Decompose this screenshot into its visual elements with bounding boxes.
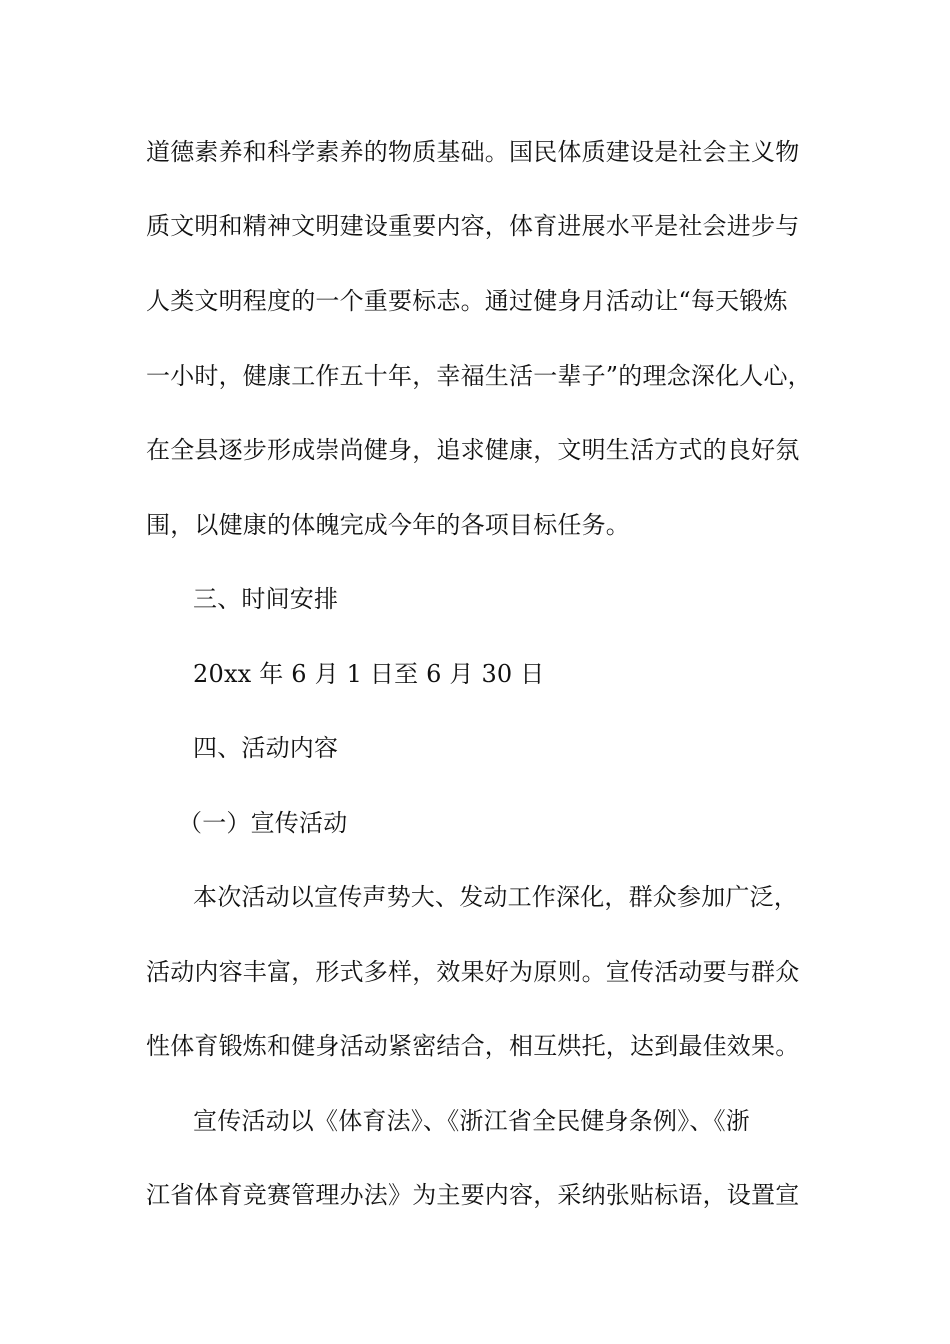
schedule-date-range: 20xx 年 6 月 1 日至 6 月 30 日 bbox=[193, 660, 545, 688]
subsection-heading-publicity: （一）宣传活动 bbox=[178, 809, 348, 837]
paragraph-line: 江省体育竞赛管理办法》为主要内容，采纳张贴标语，设置宣 bbox=[146, 1181, 800, 1209]
paragraph-line: 围，以健康的体魄完成今年的各项目标任务。 bbox=[146, 511, 630, 539]
paragraph-line: 道德素养和科学素养的物质基础。国民体质建设是社会主义物 bbox=[146, 138, 800, 166]
section-heading-activities: 四、活动内容 bbox=[193, 734, 339, 762]
paragraph-line: 质文明和精神文明建设重要内容，体育进展水平是社会进步与 bbox=[146, 212, 800, 240]
paragraph-line: 宣传活动以《体育法》、《浙江省全民健身条例》、《浙 bbox=[193, 1107, 750, 1135]
paragraph-line: 一小时，健康工作五十年，幸福生活一辈子”的理念深化人心， bbox=[146, 362, 812, 390]
paragraph-line: 本次活动以宣传声势大、发动工作深化，群众参加广泛， bbox=[193, 883, 798, 911]
paragraph-line: 活动内容丰富，形式多样，效果好为原则。宣传活动要与群众 bbox=[146, 958, 800, 986]
paragraph-line: 性体育锻炼和健身活动紧密结合，相互烘托，达到最佳效果。 bbox=[146, 1032, 800, 1060]
paragraph-line: 人类文明程度的一个重要标志。通过健身月活动让“每天锻炼 bbox=[146, 287, 788, 315]
section-heading-schedule: 三、时间安排 bbox=[193, 585, 339, 613]
paragraph-line: 在全县逐步形成崇尚健身，追求健康，文明生活方式的良好氛 bbox=[146, 436, 800, 464]
